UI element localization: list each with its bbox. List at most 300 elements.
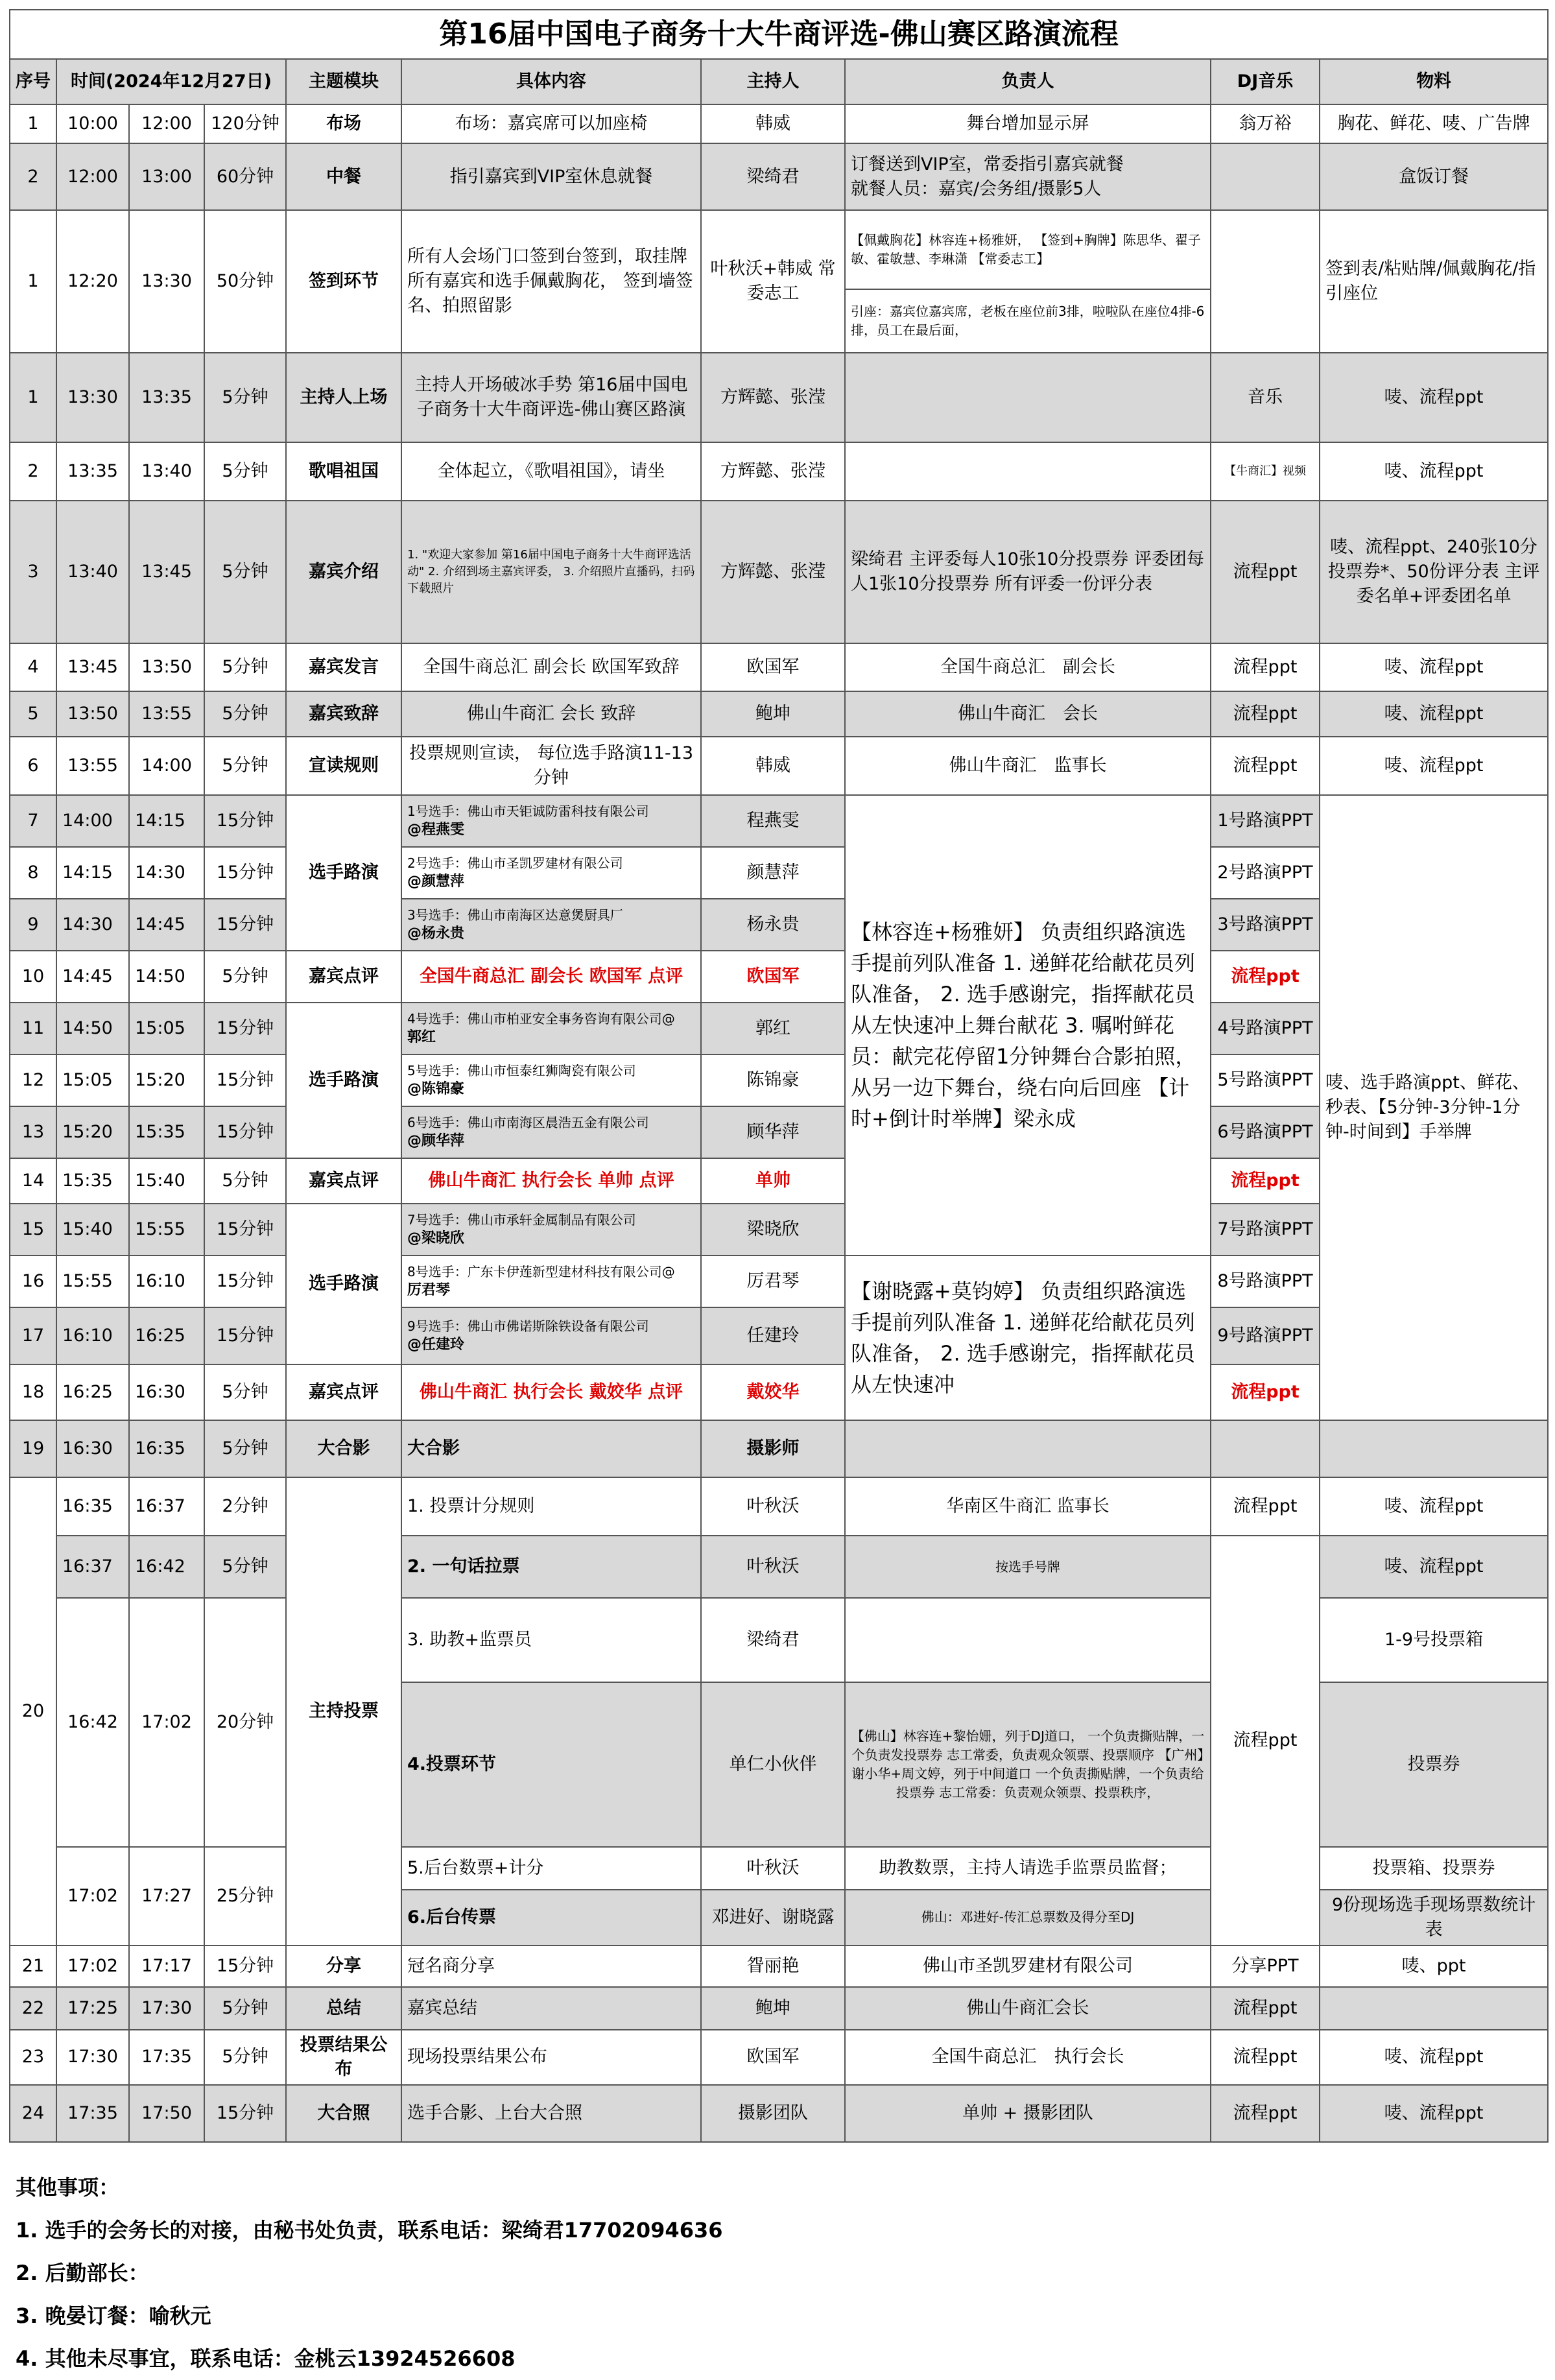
cell-end: 17:35 [129,2030,204,2086]
cell-owner: 按选手号牌 [845,1536,1211,1598]
cell-dj: 流程ppt [1211,737,1320,795]
cell-dj: 1号路演PPT [1211,795,1320,847]
cell-owner: 【佛山】林容连+黎怡姗，列于DJ道口， 一个负责撕贴牌，一个负责发投票券 志工常委，负责观众领票、投票顺序 【广州】谢小华+周文婷，列于中间道口 一个负责撕贴牌，一个负责给投票券 志工常委：负责观众领票、投票秩序， [845,1682,1211,1847]
cell-no: 3 [10,501,56,643]
cell-end: 13:50 [129,643,204,691]
cell-duration: 15分钟 [204,1946,286,1987]
cell-end: 14:00 [129,737,204,795]
cell-start: 10:00 [56,104,129,143]
cell-owner: 全国牛商总汇 副会长 [845,643,1211,691]
cell-module: 大合照 [286,2085,401,2142]
cell-start: 16:30 [56,1420,129,1477]
cell-content [401,1054,701,1106]
cell-content [401,899,701,951]
cell-start: 16:25 [56,1364,129,1420]
cell-host: 欧国军 [701,2030,845,2086]
contestant-company: 1号选手：佛山市天钜诚防雷科技有限公司 [407,803,649,819]
table-row [10,210,1548,289]
sheet-title: 第16届中国电子商务十大牛商评选-佛山赛区路演流程 [10,10,1548,59]
table-row [10,2030,1548,2086]
header-host: 主持人 [701,59,845,104]
cell-module: 嘉宾发言 [286,643,401,691]
cell-no: 2 [10,442,56,501]
table-row [10,737,1548,795]
cell-owner-group-b: 【谢晓露+莫钧婷】 负责组织路演选手提前列队准备 1. 递鲜花给献花员列队准备， 2. 选手感谢完，指挥献花员从左快速冲 [845,1255,1211,1420]
cell-duration: 15分钟 [204,1255,286,1307]
cell-start: 15:40 [56,1204,129,1255]
cell-host: 韩威 [701,104,845,143]
cell-dj: 流程ppt [1211,1987,1320,2030]
cell-duration: 5分钟 [204,737,286,795]
cell-end: 15:05 [129,1003,204,1054]
table-row [10,1364,1548,1420]
cell-content: 佛山牛商汇 会长 致辞 [401,691,701,737]
cell-end: 15:40 [129,1158,204,1204]
cell-dj: 9号路演PPT [1211,1307,1320,1364]
cell-duration: 5分钟 [204,2030,286,2086]
cell-host: 叶秋沃 [701,1536,845,1598]
cell-end: 13:30 [129,210,204,353]
contestant-name: 厉君琴 [407,1281,451,1298]
cell-dj: 流程ppt [1211,643,1320,691]
cell-dj: 流程ppt [1211,1536,1320,1946]
cell-owner-group-a: 【林容连+杨雅妍】 负责组织路演选手提前列队准备 1. 递鲜花给献花员列队准备， 2. 选手感谢完，指挥献花员从左快速冲上舞台献花 3. 嘱咐鲜花员：献完花停留1分钟舞台合影拍照，从另一边下舞台，绕右向后回座 【计时+倒计时举牌】梁永成 [845,795,1211,1255]
cell-host: 眢丽艳 [701,1946,845,1987]
header-time: 时间(2024年12月27日) [56,59,286,104]
table-row [10,847,1548,899]
cell-material [1320,1987,1548,2030]
cell-host: 鲍坤 [701,1987,845,2030]
cell-no: 5 [10,691,56,737]
cell-owner [845,1420,1211,1477]
cell-start: 17:30 [56,2030,129,2086]
cell-module: 主持投票 [286,1477,401,1946]
table-row [10,795,1548,847]
cell-content: 6.后台传票 [401,1890,701,1946]
cell-dj [1211,143,1320,210]
cell-content: 主持人开场破冰手势 第16届中国电子商务十大牛商评选-佛山赛区路演 [401,353,701,442]
cell-dj: 流程ppt [1211,501,1320,643]
header-material: 物料 [1320,59,1548,104]
cell-start: 13:40 [56,501,129,643]
cell-start: 15:35 [56,1158,129,1204]
cell-start: 16:42 [56,1598,129,1847]
cell-no: 18 [10,1364,56,1420]
cell-material: 投票箱、投票券 [1320,1847,1548,1890]
cell-end: 16:30 [129,1364,204,1420]
table-row [10,1204,1548,1255]
cell-duration: 60分钟 [204,143,286,210]
cell-owner [845,1598,1211,1682]
cell-end: 15:35 [129,1106,204,1158]
cell-material: 唛、流程ppt [1320,353,1548,442]
cell-content: 1. "欢迎大家参加 第16届中国电子商务十大牛商评选活动" 2. 介绍到场主嘉宾评委， 3. 介绍照片直播码，扫码下载照片 [401,501,701,643]
cell-content: 3. 助教+监票员 [401,1598,701,1682]
cell-host: 方辉懿、张滢 [701,501,845,643]
cell-module: 布场 [286,104,401,143]
cell-owner [845,442,1211,501]
contestant-name: @颜慧萍 [407,873,465,890]
cell-dj: 流程ppt [1211,951,1320,1003]
table-row [10,1158,1548,1204]
cell-owner: 佛山市圣凯罗建材有限公司 [845,1946,1211,1987]
cell-duration: 5分钟 [204,442,286,501]
cell-no: 2 [10,143,56,210]
cell-owner: 订餐送到VIP室，常委指引嘉宾就餐 就餐人员：嘉宾/会务组/摄影5人 [845,143,1211,210]
cell-start: 14:00 [56,795,129,847]
cell-host: 叶秋沃 [701,1847,845,1890]
cell-duration: 50分钟 [204,210,286,353]
cell-module: 签到环节 [286,210,401,353]
cell-duration: 5分钟 [204,643,286,691]
cell-content [401,1255,701,1307]
cell-module: 投票结果公布 [286,2030,401,2086]
cell-end: 16:25 [129,1307,204,1364]
cell-no: 15 [10,1204,56,1255]
table-row [10,143,1548,210]
cell-dj: 流程ppt [1211,2085,1320,2142]
cell-material: 唛、流程ppt [1320,442,1548,501]
cell-material: 唛、ppt [1320,1946,1548,1987]
cell-content: 佛山牛商汇 执行会长 戴姣华 点评 [401,1364,701,1420]
cell-end: 16:37 [129,1477,204,1536]
cell-dj: 【牛商汇】视频 [1211,442,1320,501]
cell-content [401,847,701,899]
cell-dj: 7号路演PPT [1211,1204,1320,1255]
schedule-sheet [9,9,1547,2143]
contestant-name: 郭红 [407,1029,436,1045]
contestant-name: @程燕雯 [407,821,465,838]
cell-no: 13 [10,1106,56,1158]
cell-start: 16:37 [56,1536,129,1598]
cell-material: 投票券 [1320,1682,1548,1847]
table-row [10,1106,1548,1158]
cell-host: 程燕雯 [701,795,845,847]
cell-dj: 音乐 [1211,353,1320,442]
cell-material: 胸花、鲜花、唛、广告牌 [1320,104,1548,143]
cell-material: 唛、流程ppt [1320,643,1548,691]
cell-dj: 6号路演PPT [1211,1106,1320,1158]
cell-start: 13:50 [56,691,129,737]
cell-material [1320,1420,1548,1477]
cell-module: 选手路演 [286,1003,401,1158]
cell-host: 颜慧萍 [701,847,845,899]
cell-end: 15:20 [129,1054,204,1106]
cell-content: 全国牛商总汇 副会长 欧国军致辞 [401,643,701,691]
cell-end: 17:50 [129,2085,204,2142]
note-item: 3. 晚晏订餐：喻秋元 [16,2303,211,2328]
cell-host: 鲍坤 [701,691,845,737]
cell-content: 指引嘉宾到VIP室休息就餐 [401,143,701,210]
cell-no: 1 [10,104,56,143]
table-row [10,643,1548,691]
cell-start: 16:10 [56,1307,129,1364]
table-row [10,1477,1548,1536]
cell-module: 嘉宾点评 [286,1158,401,1204]
cell-dj: 流程ppt [1211,1158,1320,1204]
cell-module: 嘉宾介绍 [286,501,401,643]
cell-duration: 5分钟 [204,1420,286,1477]
cell-module: 嘉宾致辞 [286,691,401,737]
contestant-name: @杨永贵 [407,925,465,942]
contestant-name: @任建玲 [407,1336,465,1353]
contestant-company: 8号选手：广东卡伊莲新型建材科技有限公司@ [407,1263,675,1279]
cell-material: 唛、流程ppt [1320,1536,1548,1598]
cell-content: 布场：嘉宾席可以加座椅 [401,104,701,143]
cell-no: 20 [10,1477,56,1946]
cell-duration: 15分钟 [204,1003,286,1054]
cell-owner: 佛山牛商汇 会长 [845,691,1211,737]
cell-material: 1-9号投票箱 [1320,1598,1548,1682]
cell-content [401,1204,701,1255]
cell-host: 韩威 [701,737,845,795]
cell-end: 13:35 [129,353,204,442]
cell-dj: 3号路演PPT [1211,899,1320,951]
cell-material: 唛、流程ppt [1320,1477,1548,1536]
cell-owner-bottom: 引座：嘉宾位嘉宾席，老板在座位前3排，啦啦队在座位4排-6排，员工在最后面， [845,289,1211,353]
cell-host: 梁绮君 [701,1598,845,1682]
cell-host: 方辉懿、张滢 [701,442,845,501]
cell-host: 摄影师 [701,1420,845,1477]
cell-material: 唛、流程ppt [1320,737,1548,795]
cell-start: 14:45 [56,951,129,1003]
cell-module: 总结 [286,1987,401,2030]
cell-owner: 华南区牛商汇 监事长 [845,1477,1211,1536]
cell-content: 4.投票环节 [401,1682,701,1847]
contestant-company: 2号选手：佛山市圣凯罗建材有限公司 [407,855,623,871]
cell-host: 叶秋沃+韩威 常委志工 [701,210,845,353]
cell-start: 15:05 [56,1054,129,1106]
cell-start: 14:30 [56,899,129,951]
cell-host: 梁绮君 [701,143,845,210]
cell-owner: 佛山牛商汇 监事长 [845,737,1211,795]
cell-material: 唛、流程ppt [1320,2030,1548,2086]
cell-owner: 舞台增加显示屏 [845,104,1211,143]
contestant-name: @顾华萍 [407,1132,465,1149]
cell-no: 24 [10,2085,56,2142]
cell-end: 17:27 [129,1847,204,1946]
cell-dj: 4号路演PPT [1211,1003,1320,1054]
cell-host: 邓进好、谢晓露 [701,1890,845,1946]
cell-start: 17:02 [56,1847,129,1946]
cell-module: 主持人上场 [286,353,401,442]
cell-end: 16:35 [129,1420,204,1477]
cell-duration: 15分钟 [204,1106,286,1158]
cell-owner-top: 【佩戴胸花】林容连+杨雅妍， 【签到+胸牌】陈思华、翟子敏、霍敏慧、李琳潇 【常委志工】 [845,210,1211,289]
cell-material: 9份现场选手现场票数统计表 [1320,1890,1548,1946]
cell-start: 15:55 [56,1255,129,1307]
cell-module: 分享 [286,1946,401,1987]
cell-duration: 5分钟 [204,501,286,643]
cell-start: 16:35 [56,1477,129,1536]
cell-start: 13:30 [56,353,129,442]
cell-duration: 15分钟 [204,899,286,951]
header-owner: 负责人 [845,59,1211,104]
cell-content: 现场投票结果公布 [401,2030,701,2086]
cell-start: 12:20 [56,210,129,353]
schedule-table [9,9,1549,2143]
cell-end: 15:55 [129,1204,204,1255]
cell-host: 顾华萍 [701,1106,845,1158]
cell-content: 选手合影、上台大合照 [401,2085,701,2142]
contestant-company: 3号选手：佛山市南海区达意煲厨具厂 [407,907,623,923]
cell-module: 大合影 [286,1420,401,1477]
cell-host: 戴姣华 [701,1364,845,1420]
cell-no: 10 [10,951,56,1003]
cell-duration: 15分钟 [204,1204,286,1255]
contestant-company: 7号选手：佛山市承轩金属制品有限公司 [407,1211,636,1228]
cell-host: 陈锦豪 [701,1054,845,1106]
cell-end: 17:17 [129,1946,204,1987]
cell-start: 17:25 [56,1987,129,2030]
cell-duration: 5分钟 [204,951,286,1003]
cell-start: 14:15 [56,847,129,899]
header-dj: DJ音乐 [1211,59,1320,104]
cell-no: 9 [10,899,56,951]
cell-start: 13:45 [56,643,129,691]
header-content: 具体内容 [401,59,701,104]
cell-no: 21 [10,1946,56,1987]
cell-material: 签到表/粘贴牌/佩戴胸花/指引座位 [1320,210,1548,353]
contestant-name: @梁晓欣 [407,1230,465,1246]
cell-duration: 5分钟 [204,353,286,442]
cell-material: 盒饭订餐 [1320,143,1548,210]
cell-end: 14:30 [129,847,204,899]
cell-module: 选手路演 [286,1204,401,1364]
contestant-company: 9号选手：佛山市佛诺斯除铁设备有限公司 [407,1318,649,1334]
cell-content: 所有人会场门口签到台签到，取挂牌 所有嘉宾和选手佩戴胸花， 签到墙签名、拍照留影 [401,210,701,353]
cell-content: 全国牛商总汇 副会长 欧国军 点评 [401,951,701,1003]
table-row [10,2085,1548,2142]
table-row [10,104,1548,143]
cell-start: 17:02 [56,1946,129,1987]
cell-start: 13:35 [56,442,129,501]
cell-no: 7 [10,795,56,847]
cell-dj: 5号路演PPT [1211,1054,1320,1106]
cell-owner: 全国牛商总汇 执行会长 [845,2030,1211,2086]
cell-host: 单帅 [701,1158,845,1204]
cell-material: 唛、流程ppt、240张10分投票券*、50份评分表 主评委名单+评委团名单 [1320,501,1548,643]
cell-content: 2. 一句话拉票 [401,1536,701,1598]
cell-owner: 单帅 + 摄影团队 [845,2085,1211,2142]
cell-end: 13:55 [129,691,204,737]
cell-no: 4 [10,643,56,691]
table-row [10,1536,1548,1598]
cell-module: 嘉宾点评 [286,951,401,1003]
cell-no: 11 [10,1003,56,1054]
cell-owner: 佛山牛商汇会长 [845,1987,1211,2030]
header-no: 序号 [10,59,56,104]
cell-dj: 流程ppt [1211,2030,1320,2086]
cell-no: 1 [10,210,56,353]
cell-no: 22 [10,1987,56,2030]
cell-owner [845,353,1211,442]
cell-host: 单仁小伙伴 [701,1682,845,1847]
cell-module: 歌唱祖国 [286,442,401,501]
cell-content: 大合影 [401,1420,701,1477]
cell-content [401,1106,701,1158]
table-row [10,442,1548,501]
cell-owner: 梁绮君 主评委每人10张10分投票券 评委团每人1张10分投票券 所有评委一份评分表 [845,501,1211,643]
notes-section [16,2166,1533,2380]
table-row [10,1307,1548,1364]
cell-host: 方辉懿、张滢 [701,353,845,442]
cell-content: 投票规则宣读， 每位选手路演11-13分钟 [401,737,701,795]
cell-duration: 15分钟 [204,847,286,899]
cell-end: 17:02 [129,1598,204,1847]
header-module: 主题模块 [286,59,401,104]
cell-dj: 8号路演PPT [1211,1255,1320,1307]
cell-end: 13:45 [129,501,204,643]
cell-content: 冠名商分享 [401,1946,701,1987]
cell-content [401,1307,701,1364]
cell-host: 叶秋沃 [701,1477,845,1536]
cell-material-pitch: 唛、选手路演ppt、鲜花、秒表、【5分钟-3分钟-1分钟-时间到】手举牌 [1320,795,1548,1420]
contestant-name: @陈锦豪 [407,1080,465,1097]
cell-no: 6 [10,737,56,795]
cell-material: 唛、流程ppt [1320,2085,1548,2142]
cell-end: 13:00 [129,143,204,210]
cell-dj: 流程ppt [1211,1364,1320,1420]
notes-heading: 其他事项： [16,2175,120,2200]
cell-duration: 20分钟 [204,1598,286,1847]
cell-owner: 佛山：邓进好-传汇总票数及得分至DJ [845,1890,1211,1946]
cell-duration: 2分钟 [204,1477,286,1536]
header-row [10,59,1548,104]
cell-end: 13:40 [129,442,204,501]
cell-host: 欧国军 [701,643,845,691]
cell-start: 17:35 [56,2085,129,2142]
cell-duration: 25分钟 [204,1847,286,1946]
cell-content [401,1003,701,1054]
table-row [10,1054,1548,1106]
cell-dj: 分享PPT [1211,1946,1320,1987]
cell-duration: 15分钟 [204,795,286,847]
cell-content: 5.后台数票+计分 [401,1847,701,1890]
cell-host: 厉君琴 [701,1255,845,1307]
cell-no: 1 [10,353,56,442]
cell-duration: 5分钟 [204,691,286,737]
table-row [10,1946,1548,1987]
cell-end: 14:50 [129,951,204,1003]
note-item: 4. 其他未尽事宜，联系电话：金桃云13924526608 [16,2346,516,2371]
cell-duration: 5分钟 [204,1158,286,1204]
cell-module: 选手路演 [286,795,401,951]
table-row [10,353,1548,442]
cell-material: 唛、流程ppt [1320,691,1548,737]
cell-dj: 流程ppt [1211,691,1320,737]
cell-duration: 15分钟 [204,1307,286,1364]
cell-duration: 5分钟 [204,1536,286,1598]
table-row [10,899,1548,951]
cell-duration: 5分钟 [204,1364,286,1420]
cell-module: 嘉宾点评 [286,1364,401,1420]
table-row [10,951,1548,1003]
cell-dj [1211,1420,1320,1477]
cell-dj: 2号路演PPT [1211,847,1320,899]
note-item: 1. 选手的会务长的对接，由秘书处负责，联系电话：梁绮君17702094636 [16,2218,723,2243]
contestant-company: 4号选手：佛山市柏亚安全事务咨询有限公司@ [407,1010,675,1027]
cell-content: 1. 投票计分规则 [401,1477,701,1536]
cell-duration: 120分钟 [204,104,286,143]
cell-no: 8 [10,847,56,899]
cell-end: 17:30 [129,1987,204,2030]
cell-end: 16:42 [129,1536,204,1598]
cell-dj: 翁万裕 [1211,104,1320,143]
cell-start: 15:20 [56,1106,129,1158]
cell-start: 12:00 [56,143,129,210]
cell-content: 嘉宾总结 [401,1987,701,2030]
